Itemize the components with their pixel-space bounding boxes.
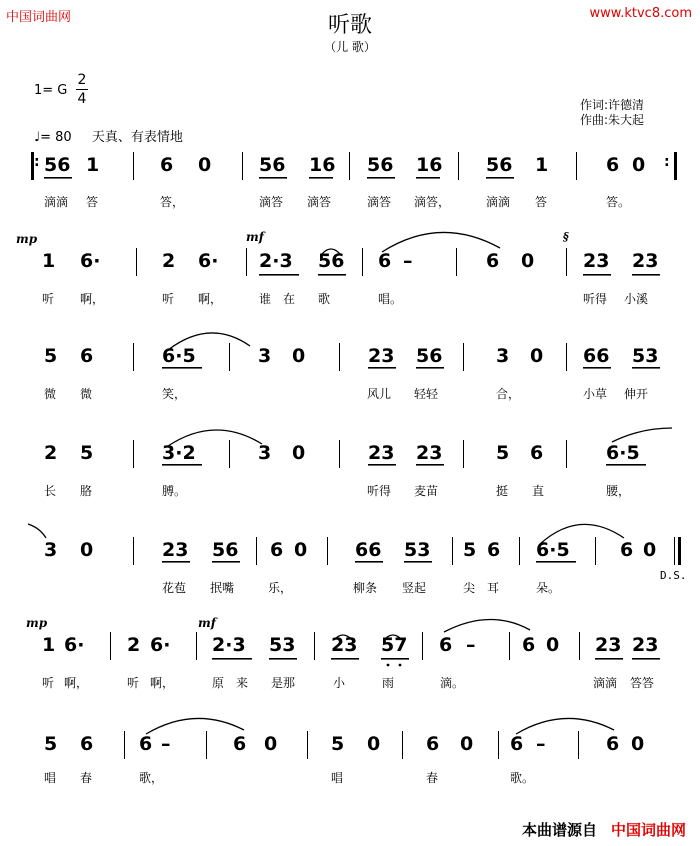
lyric: 笑， bbox=[162, 387, 187, 401]
note: – bbox=[161, 733, 171, 755]
note: 3 bbox=[258, 345, 272, 367]
bar-line bbox=[456, 248, 457, 276]
staff-row-6 bbox=[0, 616, 700, 696]
lyric: 轻轻 bbox=[414, 387, 439, 401]
song-title: 听歌 bbox=[327, 13, 372, 38]
lyric: 膊。 bbox=[162, 484, 187, 498]
note: 0 bbox=[292, 442, 306, 464]
note: 0 bbox=[294, 539, 308, 561]
expression-marking: 天真、有表情地 bbox=[91, 130, 183, 145]
note: 56 bbox=[486, 154, 513, 176]
note: 6·5 bbox=[162, 345, 196, 367]
note: 6·5 bbox=[536, 539, 570, 561]
note: 66 bbox=[355, 539, 382, 561]
note: 5 bbox=[44, 733, 58, 755]
note: 6 bbox=[486, 250, 500, 272]
lyric: 唱 bbox=[331, 771, 344, 785]
bar-line bbox=[566, 248, 567, 276]
lyric: 柳条 bbox=[353, 581, 378, 595]
lyric: 小溪 bbox=[624, 292, 649, 306]
lyric: 雨 bbox=[382, 676, 395, 690]
note: 23 bbox=[368, 442, 395, 464]
composer-credit: 作曲:朱大起 bbox=[580, 113, 645, 127]
bar-line bbox=[452, 537, 453, 565]
bar-line bbox=[402, 731, 403, 759]
time-signature bbox=[76, 72, 88, 107]
note: – bbox=[466, 634, 476, 656]
lyric: 微 bbox=[44, 387, 57, 401]
bar-line bbox=[133, 537, 134, 565]
note: 0 bbox=[460, 733, 474, 755]
lyric: 滴滴 bbox=[593, 676, 618, 690]
note: 1 bbox=[535, 154, 549, 176]
bar-line bbox=[133, 343, 134, 371]
note: 0 bbox=[367, 733, 381, 755]
note: 66 bbox=[583, 345, 610, 367]
bar-line bbox=[566, 343, 567, 371]
note: 6 bbox=[80, 733, 94, 755]
bar-line bbox=[463, 343, 464, 371]
note: 6 bbox=[139, 733, 153, 755]
note: 6 bbox=[530, 442, 544, 464]
note: 2 bbox=[162, 250, 176, 272]
lyric: 听 bbox=[162, 292, 175, 306]
note: 6 bbox=[620, 539, 634, 561]
bar-line bbox=[136, 248, 137, 276]
note: 23 bbox=[595, 634, 622, 656]
note: – bbox=[536, 733, 546, 755]
lyric: 啊， bbox=[64, 676, 89, 690]
note: 5 bbox=[331, 733, 345, 755]
note: 5 bbox=[44, 345, 58, 367]
note: 23 bbox=[632, 250, 659, 272]
bar-line bbox=[339, 440, 340, 468]
lyric: 听 bbox=[42, 292, 55, 306]
note: 53 bbox=[269, 634, 296, 656]
lyric: 直 bbox=[532, 484, 545, 498]
note: 6 bbox=[439, 634, 453, 656]
lyric: 微 bbox=[80, 387, 93, 401]
lyric: 听得 bbox=[367, 484, 392, 498]
note: 1 bbox=[86, 154, 100, 176]
lyric: 胳 bbox=[80, 484, 93, 498]
note: 23 bbox=[416, 442, 443, 464]
note: 6 bbox=[160, 154, 174, 176]
note: 6 bbox=[606, 154, 620, 176]
lyric: 歌， bbox=[139, 771, 164, 785]
bar-line bbox=[576, 152, 577, 180]
bar-line bbox=[595, 537, 596, 565]
lyric: 滴滴 bbox=[44, 195, 69, 209]
note: 6 bbox=[378, 250, 392, 272]
bar-line bbox=[327, 537, 328, 565]
dynamic-mf: mf bbox=[198, 616, 216, 630]
lyric: 乐， bbox=[268, 581, 293, 595]
bar-line bbox=[229, 440, 230, 468]
lyric: 麦苗 bbox=[414, 484, 439, 498]
lyric: 滴答， bbox=[414, 195, 451, 209]
lyric: 花苞 bbox=[162, 581, 187, 595]
lyric: 伸开 bbox=[624, 387, 649, 401]
dynamic-mp: mp bbox=[26, 616, 48, 630]
lyric: 答， bbox=[160, 195, 185, 209]
bar-line bbox=[229, 343, 230, 371]
key-signature: 1= G bbox=[34, 83, 68, 98]
lyric: 滴答 bbox=[259, 195, 284, 209]
lyric: 抿嘴 bbox=[210, 581, 235, 595]
staff-row-1 bbox=[0, 152, 700, 212]
lyric: 合， bbox=[496, 387, 521, 401]
lyric: 腰， bbox=[606, 484, 631, 498]
note: 2 bbox=[44, 442, 58, 464]
bar-line bbox=[458, 152, 459, 180]
note: 23 bbox=[162, 539, 189, 561]
bar-line bbox=[498, 731, 499, 759]
repeat-dots: : bbox=[34, 154, 40, 170]
lyric: 歌。 bbox=[510, 771, 535, 785]
slur bbox=[28, 524, 46, 538]
note: 53 bbox=[404, 539, 431, 561]
site-url-right[interactable]: www.ktvc8.com bbox=[589, 6, 692, 21]
lyric: 啊， bbox=[198, 292, 223, 306]
tempo-marking bbox=[34, 126, 183, 145]
lyric: 答 bbox=[535, 195, 548, 209]
note: 6 bbox=[426, 733, 440, 755]
note: 23 bbox=[632, 634, 659, 656]
lyric: 滴答 bbox=[307, 195, 332, 209]
final-bar bbox=[678, 537, 681, 565]
note: 6· bbox=[150, 634, 171, 656]
bar-line bbox=[133, 152, 134, 180]
note: 6· bbox=[198, 250, 219, 272]
note: 3 bbox=[496, 345, 510, 367]
bar-line bbox=[314, 632, 315, 660]
note: 2·3 bbox=[212, 634, 246, 656]
bar-line bbox=[256, 537, 257, 565]
lyric: 朵。 bbox=[536, 581, 561, 595]
lyric: 歌 bbox=[318, 292, 331, 306]
note: 56 bbox=[212, 539, 239, 561]
lyric: 唱。 bbox=[378, 292, 403, 306]
song-subtitle: （儿 歌） bbox=[324, 40, 376, 54]
note: 16 bbox=[416, 154, 443, 176]
footer-label: 本曲谱源自 bbox=[521, 821, 597, 839]
bar-line bbox=[246, 248, 247, 276]
lyric: 是那 bbox=[271, 676, 296, 690]
note: 23 bbox=[331, 634, 358, 656]
note: 1 bbox=[42, 250, 56, 272]
bar-line bbox=[566, 440, 567, 468]
bar-line bbox=[339, 343, 340, 371]
note: 6·5 bbox=[606, 442, 640, 464]
note: 0 bbox=[632, 154, 646, 176]
lyricist-credit: 作词:许德清 bbox=[580, 98, 645, 112]
bar-line bbox=[110, 632, 111, 660]
bar-line bbox=[133, 440, 134, 468]
lyric: 来 bbox=[236, 676, 249, 690]
bar-line bbox=[124, 731, 125, 759]
bar-line bbox=[463, 440, 464, 468]
dal-segno: D.S. bbox=[660, 569, 687, 582]
footer-site-link[interactable]: 中国词曲网 bbox=[610, 821, 686, 839]
note: 23 bbox=[368, 345, 395, 367]
staff-row-2 bbox=[0, 230, 700, 310]
note: 6 bbox=[270, 539, 284, 561]
bar-line bbox=[349, 152, 350, 180]
time-top: 2 bbox=[77, 72, 87, 88]
lyric: 滴答 bbox=[367, 195, 392, 209]
note: 0 bbox=[643, 539, 657, 561]
note: 6· bbox=[64, 634, 85, 656]
note: 6 bbox=[510, 733, 524, 755]
note: 2 bbox=[127, 634, 141, 656]
lyric: 风儿 bbox=[367, 387, 392, 401]
lyric: 答答 bbox=[630, 676, 655, 690]
note: 6· bbox=[80, 250, 101, 272]
note: 3 bbox=[258, 442, 272, 464]
note: 0 bbox=[80, 539, 94, 561]
bar-line bbox=[509, 632, 510, 660]
segno-icon: § bbox=[563, 230, 569, 243]
lyric: 答。 bbox=[606, 195, 631, 209]
lyric: 长 bbox=[44, 484, 57, 498]
bar-line bbox=[519, 537, 520, 565]
lyric: 竖起 bbox=[402, 581, 427, 595]
note: 0 bbox=[264, 733, 278, 755]
footer-source bbox=[522, 819, 686, 840]
note: 0 bbox=[546, 634, 560, 656]
lyric: 啊， bbox=[150, 676, 175, 690]
note: 5 bbox=[496, 442, 510, 464]
quarter-note-icon: ♩ bbox=[34, 130, 41, 145]
lyric: 原 bbox=[212, 676, 225, 690]
note: 5 bbox=[463, 539, 477, 561]
note: 6 bbox=[80, 345, 94, 367]
lyric: 小草 bbox=[583, 387, 608, 401]
lyric: 春 bbox=[80, 771, 93, 785]
note: 0 bbox=[631, 733, 645, 755]
repeat-end-bar bbox=[674, 152, 677, 180]
bar-line bbox=[196, 632, 197, 660]
note: – bbox=[403, 250, 413, 272]
note: 3·2 bbox=[162, 442, 196, 464]
lyric: 答 bbox=[86, 195, 99, 209]
dynamic-mp: mp bbox=[16, 232, 38, 246]
tempo-value: = 80 bbox=[40, 130, 72, 145]
lyric: 春 bbox=[426, 771, 439, 785]
note: 6 bbox=[606, 733, 620, 755]
bar-line bbox=[206, 731, 207, 759]
time-bottom: 4 bbox=[77, 91, 87, 107]
note: 56 bbox=[44, 154, 71, 176]
bar-line bbox=[674, 537, 675, 565]
lyric: 滴滴 bbox=[486, 195, 511, 209]
lyric: 尖 bbox=[463, 581, 476, 595]
note: 57 bbox=[381, 634, 408, 656]
lyric: 听 bbox=[127, 676, 140, 690]
lyric: 挺 bbox=[496, 484, 509, 498]
lyric: 在 bbox=[283, 292, 296, 306]
staff-row-5 bbox=[0, 537, 700, 597]
note: 56 bbox=[367, 154, 394, 176]
note: 23 bbox=[583, 250, 610, 272]
bar-line bbox=[578, 731, 579, 759]
staff-row-3 bbox=[0, 343, 700, 403]
note: 56 bbox=[259, 154, 286, 176]
note: 6 bbox=[522, 634, 536, 656]
note: 0 bbox=[530, 345, 544, 367]
note: 3 bbox=[44, 539, 58, 561]
note: 1 bbox=[42, 634, 56, 656]
dynamic-mf: mf bbox=[246, 230, 264, 244]
lyric: 听得 bbox=[583, 292, 608, 306]
note: 56 bbox=[416, 345, 443, 367]
note: 53 bbox=[632, 345, 659, 367]
bar-line bbox=[307, 731, 308, 759]
note: 0 bbox=[198, 154, 212, 176]
bar-line bbox=[422, 632, 423, 660]
site-logo-left[interactable]: 中国词曲网 bbox=[6, 10, 72, 25]
bar-line bbox=[362, 248, 363, 276]
lyric: 谁 bbox=[259, 292, 272, 306]
note: 16 bbox=[309, 154, 336, 176]
note: 0 bbox=[521, 250, 535, 272]
bar-line bbox=[242, 152, 243, 180]
bar-line bbox=[579, 632, 580, 660]
lyric: 耳 bbox=[487, 581, 500, 595]
repeat-dots: : bbox=[664, 154, 670, 170]
lyric: 小 bbox=[333, 676, 346, 690]
lyric: 滴。 bbox=[440, 676, 465, 690]
lyric: 啊， bbox=[80, 292, 105, 306]
note: 5 bbox=[80, 442, 94, 464]
note: 2·3 bbox=[259, 250, 293, 272]
staff-row-4 bbox=[0, 440, 700, 500]
note: 0 bbox=[292, 345, 306, 367]
note: 6 bbox=[487, 539, 501, 561]
lyric: 唱 bbox=[44, 771, 57, 785]
note: 56 bbox=[318, 250, 345, 272]
staff-row-7 bbox=[0, 731, 700, 791]
lyric: 听 bbox=[42, 676, 55, 690]
note: 6 bbox=[233, 733, 247, 755]
